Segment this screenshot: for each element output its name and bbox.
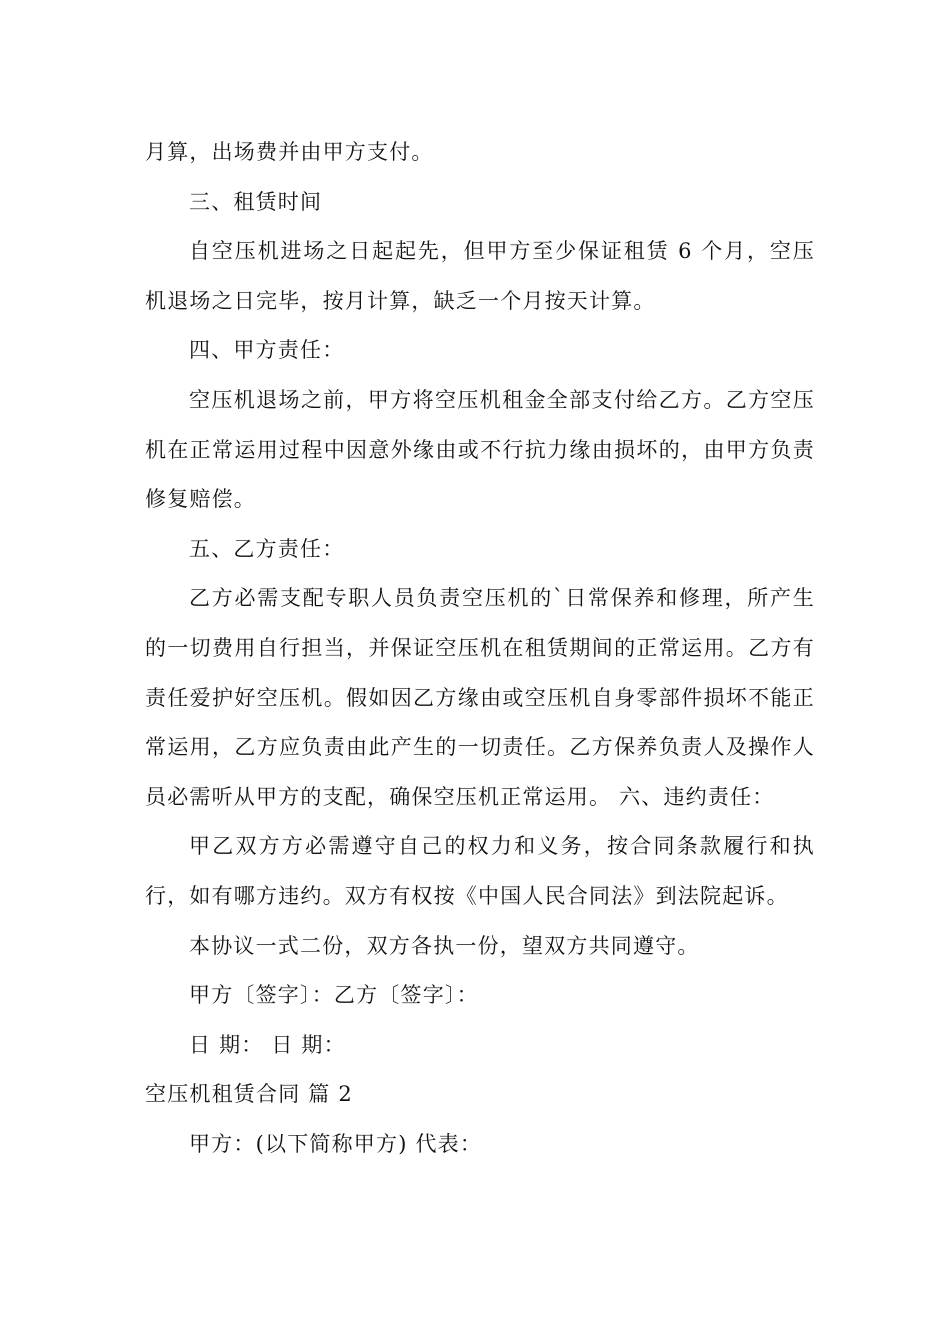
section-heading-party-a-duty: 四、甲方责任：	[189, 338, 345, 363]
section-heading-lease-time: 三、租赁时间	[189, 189, 323, 214]
contract-title-2: 空压机租赁合同 篇 2	[145, 1082, 353, 1107]
paragraph-continuation: 月算，出场费并由甲方支付。	[145, 140, 434, 164]
paragraph-signatures: 甲方〔签字〕：乙方〔签字〕：	[189, 983, 479, 1008]
paragraph-lease-term: 自空压机进场之日起起先，但甲方至少保证租赁 6 个月，空压机退场之日完毕，按月计算，缺乏一个月按天计算。	[145, 239, 815, 313]
paragraph-party-a-duty: 空压机退场之前，甲方将空压机租金全部支付给乙方。乙方空压机在正常运用过程中因意外缘由或不行抗力缘由损坏的，由甲方负责修复赔偿。	[145, 387, 815, 512]
paragraph-dates: 日 期： 日 期：	[189, 1032, 346, 1057]
paragraph-party-a-representative: 甲方：(以下简称甲方) 代表：	[189, 1131, 483, 1156]
paragraph-breach: 甲乙双方方必需遵守自己的权力和义务，按合同条款履行和执行，如有哪方违约。双方有权按《中国人民合同法》到法院起诉。	[145, 834, 815, 908]
paragraph-party-b-duty: 乙方必需支配专职人员负责空压机的`日常保养和修理，所产生的一切费用自行担当，并保证空压机在租赁期间的正常运用。乙方有责任爱护好空压机。假如因乙方缘由或空压机自身零部件损坏不能正常运用，乙方应负责由此产生的一切责任。乙方保养负责人及操作人员必需听从甲方的支配，确保空压机正常运用。 六、违约责任：	[145, 586, 815, 809]
document-body	[145, 128, 815, 1169]
paragraph-copies: 本协议一式二份，双方各执一份，望双方共同遵守。	[189, 933, 700, 958]
section-heading-party-b-duty: 五、乙方责任：	[189, 536, 345, 561]
